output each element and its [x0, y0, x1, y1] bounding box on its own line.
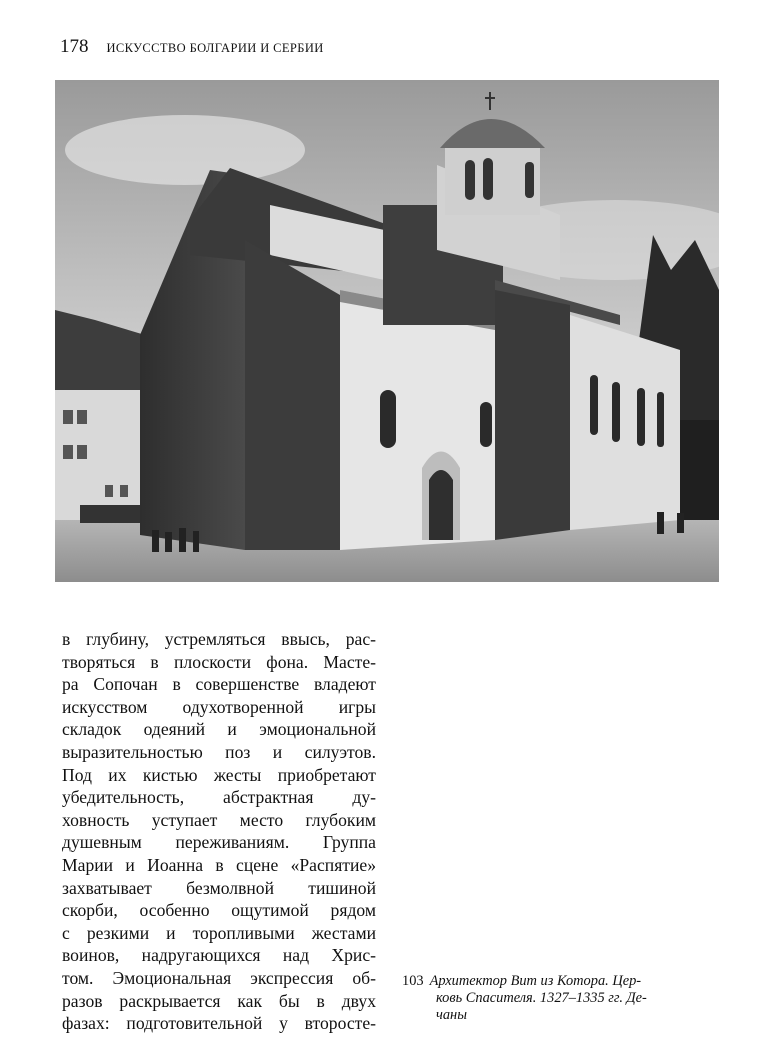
text-line: разов раскрывается как бы в двух: [62, 990, 376, 1011]
caption-text: ковь Спасителя. 1327–1335 гг. Де-: [436, 990, 647, 1007]
text-line: складок одеяний и эмоциональной: [62, 719, 376, 740]
text-line: воинов, надругающихся над Хрис-: [62, 945, 376, 966]
caption-text: Архитектор Вит из Котора. Цер-: [429, 973, 642, 989]
figure-caption: [402, 973, 722, 1025]
text-line: ра Сопочан в совершенстве владеют: [62, 674, 376, 695]
text-line: ховность уступает место глубоким: [62, 809, 376, 830]
caption-text: чаны: [436, 1007, 467, 1024]
running-title: ИСКУССТВО БОЛГАРИИ И СЕРБИИ: [106, 41, 324, 55]
text-line: Марии и Иоанна в сцене «Распятие»: [62, 854, 376, 875]
text-line: выразительностью поз и силуэтов.: [62, 741, 376, 762]
text-line: скорби, особенно ощутимой рядом: [62, 900, 376, 921]
text-line: захватывает безмолвной тишиной: [62, 877, 376, 898]
text-line: убедительность, абстрактная ду-: [62, 787, 376, 808]
text-line: искусством одухотворенной игры: [62, 696, 376, 717]
body-text: [62, 628, 376, 1035]
text-line: том. Эмоциональная экспрессия об-: [62, 967, 376, 988]
page-number: 178: [60, 36, 89, 57]
figure-number: 103: [402, 973, 424, 989]
page-header: [60, 36, 324, 58]
text-line: душевным переживаниям. Группа: [62, 832, 376, 853]
text-line: с резкими и торопливыми жестами: [62, 922, 376, 943]
text-line: в глубину, устремляться ввысь, рас-: [62, 629, 376, 649]
text-line: творяться в плоскости фона. Масте-: [62, 651, 376, 672]
church-photo-illustration: [55, 80, 719, 582]
text-line: Под их кистью жесты приобретают: [62, 764, 376, 785]
text-line: фазах: подготовительной у второсте-: [62, 1013, 376, 1034]
church-photograph: [55, 80, 719, 582]
caption-line-first: [402, 973, 722, 990]
